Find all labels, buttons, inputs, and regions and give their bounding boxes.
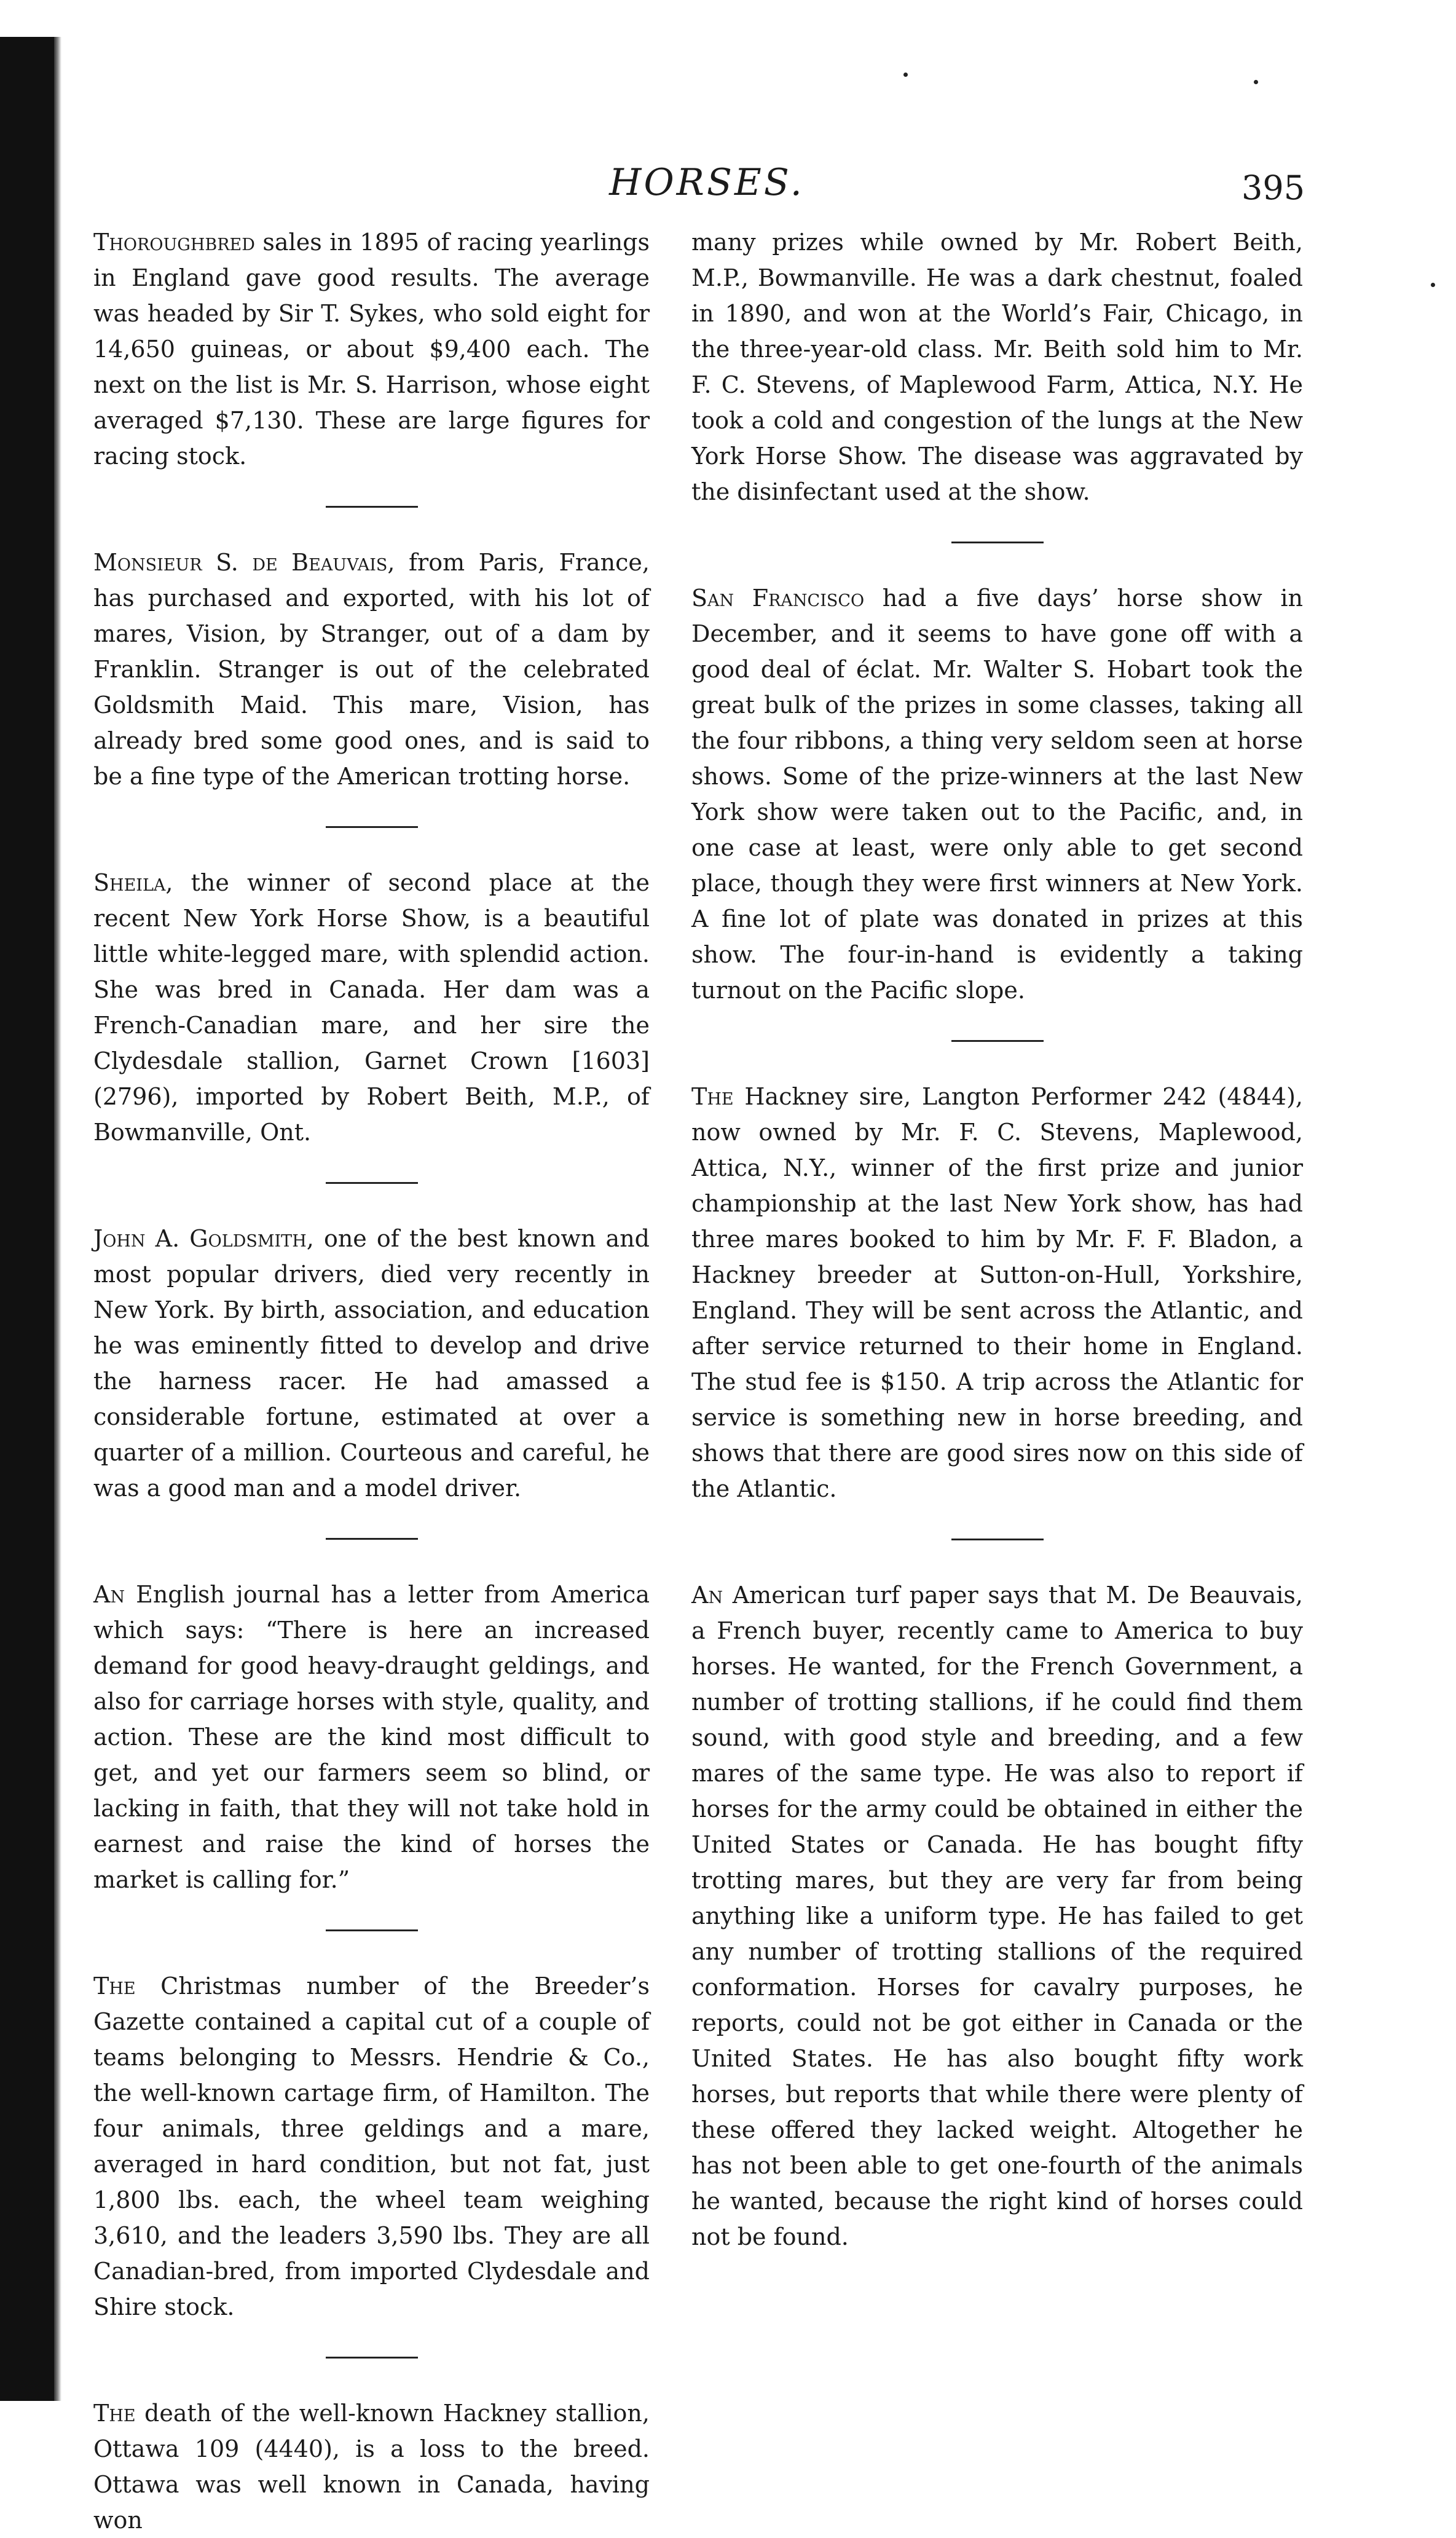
paragraph-christmas-number: The Christmas number of the Breeder’s Gazette contained a capital cut of a couple of teams belonging to Messrs. Hendrie & Co., the well-known cartage firm, of Hamilton. The four animals, three geldings and a mare, averaged in hard condition, but not fat, just 1,800 lbs. each, the wheel team weighing 3,610, and the leaders 3,590 lbs. They are all Canadian-bred, from imported Clydesdale and Shire stock. — [93, 1972, 650, 2320]
section-divider — [326, 826, 418, 828]
left-column — [93, 224, 650, 2538]
section-divider — [326, 1929, 418, 1931]
paragraph-ottawa-death: The death of the well-known Hackney stallion, Ottawa 109 (4440), is a loss to the breed. Ottawa was well known in Canada, having won — [93, 2400, 650, 2534]
paragraph-american-turf-paper: An American turf paper says that M. De Beauvais, a French buyer, recently came to America to buy horses. He wanted, for the French Government, a number of trotting stallions, if he could find them sound, with good style and breeding, and a few mares of the same type. He was also to report if horses for the army could be obtained in either the United States or Canada. He has bought fifty trotting mares, but they are very far from being anything like a uniform type. He has failed to get any number of trotting stallions of the required conformation. Horses for cavalry purposes, he reports, could not be got either in Canada or the United States. He has also bought fifty work horses, but reports that while there were plenty of these offered they lacked weight. Altogether he has not been able to get one-fourth of the animals he wanted, because the right kind of horses could not be found. — [691, 1582, 1303, 2250]
section-divider — [326, 1182, 418, 1184]
section-divider — [326, 506, 418, 508]
page-title: HORSES. — [609, 161, 805, 204]
paragraph-langton-performer: The Hackney sire, Langton Performer 242 (4844), now owned by Mr. F. C. Stevens, Maplewood, Attica, N.Y., winner of the first prize and junior championship at the last New York show, has had three mares booked to him by Mr. F. F. Bladon, a Hackney breeder at Sutton-on-Hull, Yorkshire, England. They will be sent across the Atlantic, and after service returned to their home in England. The stud fee is $150. A trip across the Atlantic for service is something new in horse breeding, and shows that there are good sires now on this side of the Atlantic. — [691, 1083, 1303, 1502]
right-column — [691, 224, 1303, 2255]
paragraph-thoroughbred-sales: Thoroughbred sales in 1895 of racing yearlings in England gave good results. The average was headed by Sir T. Sykes, who sold eight for 14,650 guineas, or about $9,400 each. The next on the list is Mr. S. Harrison, whose eight averaged $7,130. These are large figures for racing stock. — [93, 229, 650, 470]
paragraph-english-journal: An English journal has a letter from America which says: “There is here an increased demand for good heavy-draught geldings, and also for carriage horses with style, quality, and action. These are the kind most difficult to get, and yet our farmers seem so blind, or lacking in faith, that they will not take hold in earnest and raise the kind of horses the market is calling for.” — [93, 1581, 650, 1893]
scan-binding-shadow — [54, 37, 61, 2401]
section-divider — [326, 1538, 418, 1540]
section-divider — [326, 2357, 418, 2359]
scan-binding-edge — [0, 37, 54, 2401]
paragraph-sheila: Sheila, the winner of second place at the recent New York Horse Show, is a beautiful little white-legged mare, with splendid action. She was bred in Canada. Her dam was a French-Canadian mare, and her sire the Clydesdale stallion, Garnet Crown [1603] (2796), imported by Robert Beith, M.P., of Bowmanville, Ont. — [93, 869, 650, 1146]
paragraph-de-beauvais: Monsieur S. de Beauvais, from Paris, France, has purchased and exported, with his lot of mares, Vision, by Stranger, out of a dam by Franklin. Stranger is out of the celebrated Goldsmith Maid. This mare, Vision, has already bred some good ones, and is said to be a fine type of the American trotting horse. — [93, 549, 650, 790]
section-divider — [951, 542, 1044, 543]
page-number: 395 — [1242, 168, 1305, 207]
paragraph-goldsmith: John A. Goldsmith, one of the best known and most popular drivers, died very recently in New York. By birth, association, and education he was eminently fitted to develop and drive the harness racer. He had amassed a considerable fortune, estimated at over a quarter of a million. Courteous and careful, he was a good man and a model driver. — [93, 1225, 650, 1502]
scan-speck — [1254, 80, 1258, 84]
scan-speck — [903, 73, 908, 77]
paragraph-ottawa-continued: many prizes while owned by Mr. Robert Beith, M.P., Bowmanville. He was a dark chestnut, foaled in 1890, and won at the World’s Fair, Chicago, in the three-year-old class. Mr. Beith sold him to Mr. F. C. Stevens, of Maplewood Farm, Attica, N.Y. He took a cold and congestion of the lungs at the New York Horse Show. The disease was aggravated by the disinfectant used at the show. — [691, 229, 1303, 505]
scan-speck — [1431, 283, 1435, 287]
paragraph-san-francisco: San Francisco had a five days’ horse show in December, and it seems to have gone off with a good deal of éclat. Mr. Walter S. Hobart took the great bulk of the prizes in some classes, taking all the four ribbons, a thing very seldom seen at horse shows. Some of the prize-winners at the last New York show were taken out to the Pacific, and, in one case at least, were only able to get second place, though they were first winners at New York. A fine lot of plate was donated in prizes at this show. The four-in-hand is evidently a taking turnout on the Pacific slope. — [691, 585, 1303, 1004]
section-divider — [951, 1539, 1044, 1540]
section-divider — [951, 1040, 1044, 1042]
